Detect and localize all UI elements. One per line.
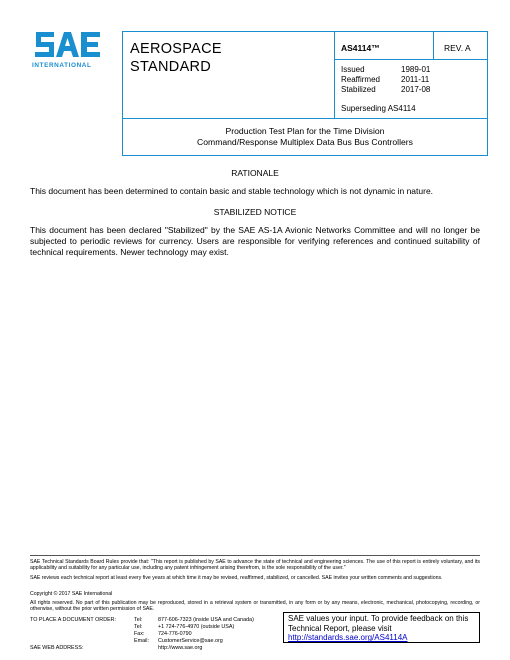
rights-text: All rights reserved. No part of this publication may be reproduced, stored in a retrieval system or transmitted, in any form or by any means, electronic, mechanical, photocopying, recording, or otherwise, without the prior written permission of SAE. [30,600,480,613]
issued-date: 1989-01 [401,65,431,74]
stabilized-text: This document has been declared "Stabilized" by the SAE AS-1A Avionic Networks Committee and will no longer be subjected to periodic reviews for currency. Users are responsible for verifying references and continued suitability of technical requirements. Newer technology may exist. [30,225,480,257]
logo-tagline: INTERNATIONAL [32,62,92,69]
contact-key: Fax: [134,631,145,637]
web-address-link[interactable]: http://www.sae.org [158,645,203,651]
contact-value: 877-606-7323 (inside USA and Canada) [158,617,254,623]
reaffirmed-label: Reaffirmed [341,75,380,84]
stabilized-label: Stabilized [341,85,376,94]
dates-box [334,59,488,119]
feedback-line1: SAE values your input. To provide feedback on this [288,614,469,623]
stabilized-date: 2017-08 [401,85,431,94]
document-number-box [334,31,434,60]
sae-logo [30,28,110,74]
document-type-box [122,31,335,119]
sae-logo-mark [30,28,110,62]
rationale-heading: RATIONALE [231,168,279,178]
contact-value: +1 724-776-4970 (outside USA) [158,624,235,630]
revision-label: REV. A [444,43,471,53]
revision-box [433,31,488,60]
document-number: AS4114™ [341,43,380,53]
subject-line2: Command/Response Multiplex Data Bus Bus Controllers [197,137,413,147]
feedback-line2: Technical Report, please visit [288,623,392,633]
web-address-label: SAE WEB ADDRESS: [30,645,84,651]
contact-email-link[interactable]: CustomerService@sae.org [158,638,223,644]
order-label: TO PLACE A DOCUMENT ORDER: [30,617,117,623]
footer-divider [30,555,480,556]
feedback-box [283,612,480,643]
copyright-text: Copyright © 2017 SAE International [30,591,113,597]
rationale-text: This document has been determined to contain basic and stable technology which is not dynamic in nature. [30,186,434,196]
superseding-note: Superseding AS4114 [341,104,416,113]
contact-value: 724-776-0790 [158,631,192,637]
subject-box [122,118,488,156]
subject-line1: Production Test Plan for the Time Division [225,126,385,136]
reaffirmed-date: 2011-11 [401,75,430,84]
board-rules-text: SAE Technical Standards Board Rules provide that: "This report is published by SAE to advance the state of technical and engineering sciences. The use of this report is entirely voluntary, and its applicability and suitability for any particular use, including any patent infringement arising therefrom, is the sole responsibility of the user." [30,559,480,572]
review-policy-text: SAE reviews each technical report at least every five years at which time it may be revised, reaffirmed, stabilized, or cancelled. SAE invites your written comments and suggestions. [30,575,443,581]
contact-key: Tel: [134,624,143,630]
feedback-link[interactable]: http://standards.sae.org/AS4114A [288,633,408,643]
document-type-line2: STANDARD [130,59,212,75]
document-type-line1: AEROSPACE [130,41,222,57]
stabilized-heading: STABILIZED NOTICE [213,207,297,217]
contact-key: Tel: [134,617,143,623]
contact-key: Email: [134,638,149,644]
issued-label: Issued [341,65,365,74]
